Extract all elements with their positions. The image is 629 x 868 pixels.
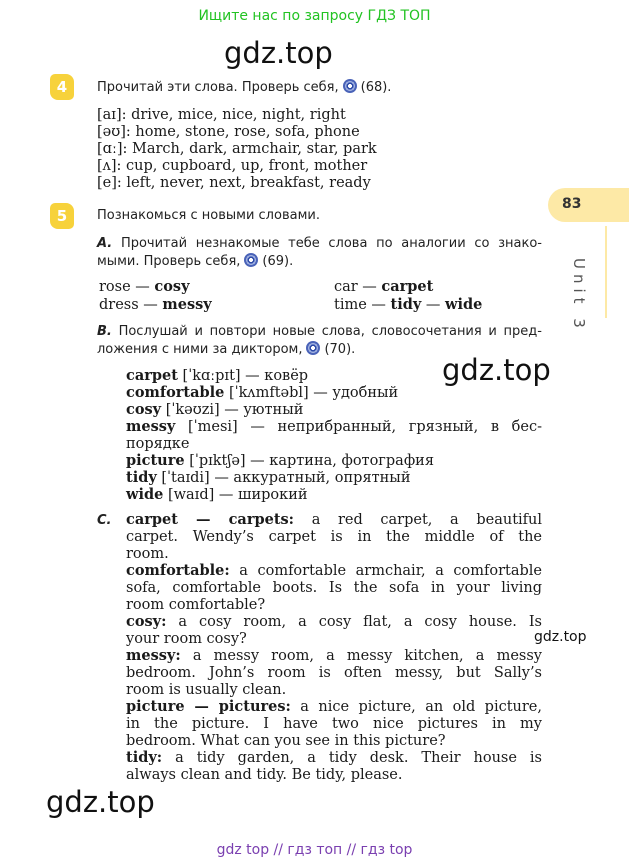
- example-line: [126, 647, 542, 664]
- part-b-instruction: [97, 323, 542, 359]
- part-b-letter: B.: [97, 324, 112, 339]
- vocab-entry: [126, 486, 542, 503]
- example-text: a red carpet, a beautiful: [294, 512, 543, 528]
- vocab-word: carpet: [126, 367, 178, 384]
- part-a-line1: Прочитай незнакомые тебе слова по аналогии со знако-: [120, 236, 542, 251]
- vocab-word: picture: [126, 452, 185, 469]
- example-text: a cosy room, a cosy flat, a cosy house. Is: [166, 614, 542, 630]
- example-keyword: comfortable:: [126, 562, 230, 579]
- example-text: a tidy garden, a tidy desk. Their house is: [162, 750, 542, 766]
- vocab-word: tidy: [126, 469, 157, 486]
- vocab-entry: [126, 384, 542, 401]
- example-keyword: tidy:: [126, 749, 163, 766]
- part-a-letter: A.: [97, 236, 113, 251]
- example-keyword: messy:: [126, 647, 181, 664]
- analogy-new-word: wide: [445, 296, 483, 313]
- instruction-text: Прочитай эти слова. Проверь себя,: [97, 80, 339, 95]
- example-line: [126, 698, 542, 715]
- vocab-entry: [126, 418, 542, 435]
- part-a-line2: мыми. Проверь себя,: [97, 254, 241, 269]
- vocab-entry: [126, 435, 542, 452]
- vocab-entry: [126, 401, 542, 418]
- vocab-definition: [ˈmesi] — неприбранный, грязный, в бес-: [175, 419, 542, 435]
- example-line: [126, 732, 542, 749]
- audio-cd-icon[interactable]: [244, 253, 258, 267]
- part-c-text: [126, 511, 542, 783]
- example-line: [126, 528, 542, 545]
- example-text: a comfortable armchair, a comfortable: [229, 563, 542, 579]
- track-number: (69).: [262, 254, 294, 269]
- page-number: 83: [562, 196, 582, 212]
- example-line: [126, 511, 542, 528]
- example-text: your room cosy?: [126, 631, 247, 647]
- unit-label: [569, 258, 589, 333]
- watermark-right-small: gdz.top: [534, 629, 587, 645]
- sound-line: [e]: left, never, next, breakfast, ready: [97, 175, 371, 191]
- vocab-entry: [126, 469, 542, 486]
- sound-line: [ʌ]: cup, cupboard, up, front, mother: [97, 158, 368, 174]
- example-text: bedroom. John’s room is often messy, but Sally’s: [126, 665, 542, 681]
- analogy-base: time —: [334, 297, 391, 313]
- vocab-definition: [ˈkɑːpɪt] — ковёр: [177, 368, 309, 384]
- example-text: a nice picture, an old picture,: [290, 699, 542, 715]
- vocab-word: wide: [126, 486, 164, 503]
- unit-label-text: Unit 3: [570, 258, 588, 333]
- analogy-rose: [99, 278, 190, 296]
- example-line: [126, 749, 542, 766]
- vocab-entry: [126, 452, 542, 469]
- example-keyword: cosy:: [126, 613, 167, 630]
- example-text: always clean and tidy. Be tidy, please.: [126, 767, 403, 783]
- example-keyword: picture — pictures:: [126, 698, 291, 715]
- analogy-base: rose —: [99, 279, 155, 295]
- track-number: (68).: [360, 80, 392, 95]
- vocab-definition: [ˈkəʊzi] — уютный: [161, 402, 304, 418]
- example-text: room comfortable?: [126, 597, 266, 613]
- audio-cd-icon[interactable]: [306, 341, 320, 355]
- vocab-definition: [ˈpɪktʃə] — картина, фотография: [184, 453, 434, 469]
- example-line: [126, 596, 542, 613]
- example-text: carpet. Wendy’s carpet is in the middle of the: [126, 529, 542, 545]
- vocab-word: messy: [126, 418, 176, 435]
- analogy-new-word: messy: [162, 296, 212, 313]
- exercise-4-word-list: [97, 107, 377, 192]
- example-text: in the picture. I have two nice pictures in my: [126, 716, 542, 732]
- page-tab: [548, 188, 629, 222]
- example-text: a messy room, a messy kitchen, a messy: [180, 648, 542, 664]
- exercise-4-badge: 4: [50, 74, 74, 100]
- example-line: [126, 579, 542, 596]
- analogy-time: [334, 296, 482, 314]
- analogy-new-word: tidy: [390, 296, 422, 313]
- part-a-instruction: [97, 235, 542, 271]
- vocab-word: cosy: [126, 401, 162, 418]
- vocab-entry: [126, 367, 542, 384]
- watermark-top: gdz.top: [224, 36, 333, 70]
- analogy-new-word: cosy: [154, 278, 190, 295]
- example-line: [126, 613, 542, 630]
- exercise-5-badge: 5: [50, 203, 74, 229]
- sound-line: [ɑː]: March, dark, armchair, star, park: [97, 141, 377, 157]
- example-text: room.: [126, 546, 169, 562]
- example-line: [126, 681, 542, 698]
- exercise-5-instruction: Познакомься с новыми словами.: [97, 208, 320, 223]
- watermark-mid: gdz.top: [442, 353, 551, 387]
- track-number: (70).: [324, 342, 356, 357]
- exercise-4-instruction: [97, 79, 391, 97]
- example-text: room is usually clean.: [126, 682, 287, 698]
- example-line: [126, 715, 542, 732]
- analogy-dash: —: [421, 297, 446, 313]
- example-line: [126, 630, 542, 647]
- watermark-bottom-left: gdz.top: [46, 785, 155, 819]
- analogy-base: dress —: [99, 297, 163, 313]
- part-b-line1: Послушай и повтори новые слова, словосочетания и пред-: [118, 324, 542, 339]
- vocab-definition: [ˈtaɪdi] — аккуратный, опрятный: [156, 470, 411, 486]
- vocab-definition: [waɪd] — широкий: [163, 487, 308, 503]
- example-keyword: carpet — carpets:: [126, 511, 295, 528]
- example-line: [126, 545, 542, 562]
- side-divider: [605, 226, 607, 318]
- vocab-definition: [ˈkʌmftəbl] — удобный: [224, 385, 399, 401]
- example-text: sofa, comfortable boots. Is the sofa in your living: [126, 580, 542, 596]
- sound-line: [aɪ]: drive, mice, nice, night, right: [97, 107, 346, 123]
- audio-cd-icon[interactable]: [343, 79, 357, 93]
- vocab-definition: порядке: [126, 436, 190, 452]
- footer-links[interactable]: gdz top // гдз топ // гдз top: [216, 842, 413, 858]
- analogy-new-word: carpet: [381, 278, 434, 295]
- top-banner: Ищите нас по запросу ГДЗ ТОП: [198, 8, 431, 24]
- sound-line: [əʊ]: home, stone, rose, sofa, phone: [97, 124, 360, 140]
- analogy-car: [334, 278, 433, 296]
- example-line: [126, 562, 542, 579]
- vocabulary-list: [126, 367, 542, 503]
- vocab-word: comfortable: [126, 384, 225, 401]
- part-b-line2: ложения с ними за диктором,: [97, 342, 303, 357]
- analogy-base: car —: [334, 279, 382, 295]
- part-c-letter: C.: [97, 513, 112, 528]
- example-text: bedroom. What can you see in this picture?: [126, 733, 446, 749]
- example-line: [126, 766, 542, 783]
- example-line: [126, 664, 542, 681]
- analogy-dress: [99, 296, 212, 314]
